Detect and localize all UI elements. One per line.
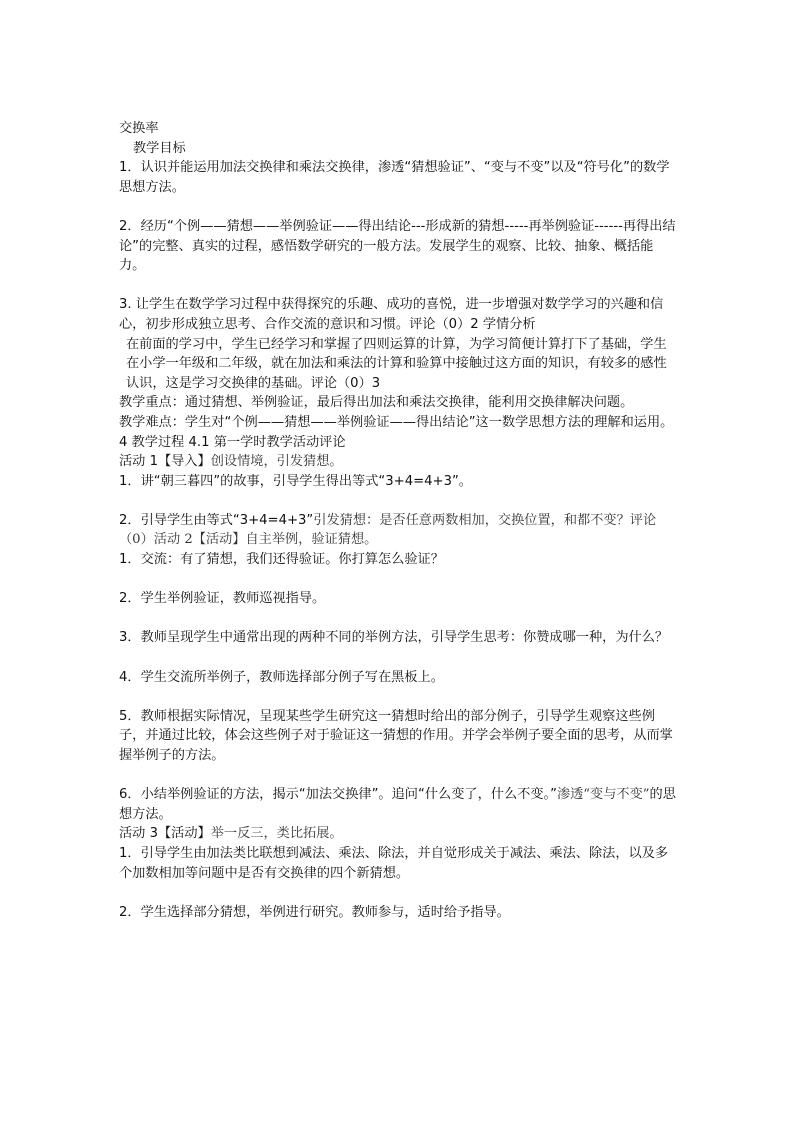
activity-2-step-6-serif: 渗透“变与不变” <box>556 787 650 803</box>
spacer <box>119 883 679 903</box>
spacer <box>119 687 679 707</box>
spacer <box>119 766 679 786</box>
spacer <box>119 609 679 629</box>
heading-teaching-goals: 教学目标 <box>133 140 186 156</box>
activity-3-title: 举一反三，类比拓展。 <box>210 826 343 842</box>
activity-1-step-2-serif: 引发猜想：是否任意两数相加，交换位置，和都不变？评论（0）活动 2【活动】 <box>119 512 657 548</box>
activity-3-heading <box>119 824 679 844</box>
spacer <box>119 570 679 590</box>
difficult-point: 教学难点：学生对“个例——猜想——举例验证——得出结论”这一数学思想方法的理解和运用。 <box>119 414 674 430</box>
activity-1-step-2-main: 2．引导学生由等式“3+4=4+3” <box>119 512 314 528</box>
activity-2-step-5: 5．教师根据实际情况，呈现某些学生研究这一猜想时给出的部分例子，引导学生观察这些例子，并通过比较，体会这些例子对于验证这一猜想的作用。并学会举例子要全面的思考，从而掌握举例子的方法。 <box>119 708 673 763</box>
activity-2-step-2: 2．学生举例验证，教师巡视指导。 <box>119 591 326 607</box>
spacer <box>119 276 679 296</box>
document-title: 交换率 <box>119 121 159 136</box>
spacer <box>119 491 679 511</box>
goal-3: 3. 让学生在数学学习过程中获得探究的乐趣、成功的喜悦，进一步增强对数学学习的兴趣和信心，初步形成独立思考、合作交流的意识和习惯。评论（0）2 学情分析 <box>119 297 664 332</box>
goal-1: 1．认识并能运用加法交换律和乘法交换律，渗透“猜想验证”、“变与不变”以及“符号化”的数学思想方法。 <box>119 160 670 195</box>
key-point: 教学重点：通过猜想、举例验证，最后得出加法和乘法交换律，能利用交换律解决问题。 <box>119 395 634 411</box>
activity-2-step-3: 3．教师呈现学生中通常出现的两种不同的举例方法，引导学生思考：你赞成哪一种，为什么？ <box>119 630 669 646</box>
activity-2-step-1: 1．交流：有了猜想，我们还得验证。你打算怎么验证？ <box>119 552 444 568</box>
activity-2-step-6 <box>119 785 679 824</box>
goal-2: 2．经历“个例——猜想——举例验证——得出结论---形成新的猜想-----再举例验证------再得出结论”的完整、真实的过程，感悟数学研究的一般方法。发展学生的观察、比较、抽象、概括能力。 <box>119 218 676 274</box>
spacer <box>119 197 679 217</box>
activity-1-step-2 <box>119 511 679 550</box>
student-analysis: 在前面的学习中，学生已经学习和掌握了四则运算的计算，为学习简便计算打下了基础，学生在小学一年级和二年级，就在加法和乘法的计算和验算中接触过这方面的知识，有较多的感性认识，这是学习交换律的基础。评论（0）3 <box>126 336 667 391</box>
activity-2-step-6-tail: 的思想方法。 <box>119 787 676 822</box>
activity-3-step-1: 1．引导学生由加法类比联想到减法、乘法、除法，并自觉形成关于减法、乘法、除法，以及多个加数相加等问题中是否有交换律的四个新猜想。 <box>119 845 669 881</box>
process-heading: 4 教学过程 4.1 第一学时教学活动评论 <box>119 434 346 450</box>
activity-3-step-2: 2．学生选择部分猜想，举例进行研究。教师参与，适时给予指导。 <box>119 904 510 920</box>
activity-3-label: 活动 3【活动】 <box>119 826 211 842</box>
activity-1-label: 活动 1【导入】 <box>119 454 211 470</box>
activity-1-heading <box>119 452 679 472</box>
spacer <box>119 648 679 668</box>
activity-1-step-1: 1．讲“朝三暮四”的故事，引导学生得出等式“3+4=4+3”。 <box>119 473 472 489</box>
document-body <box>119 119 679 922</box>
activity-2-title: 自主举例，验证猜想。 <box>245 532 378 548</box>
activity-2-step-6-main: 6．小结举例验证的方法，揭示“加法交换律”。追问“什么变了，什么不变。” <box>119 787 557 803</box>
activity-2-step-4: 4．学生交流所举例子，教师选择部分例子写在黑板上。 <box>119 669 444 685</box>
activity-1-title: 创设情境，引发猜想。 <box>210 454 343 470</box>
